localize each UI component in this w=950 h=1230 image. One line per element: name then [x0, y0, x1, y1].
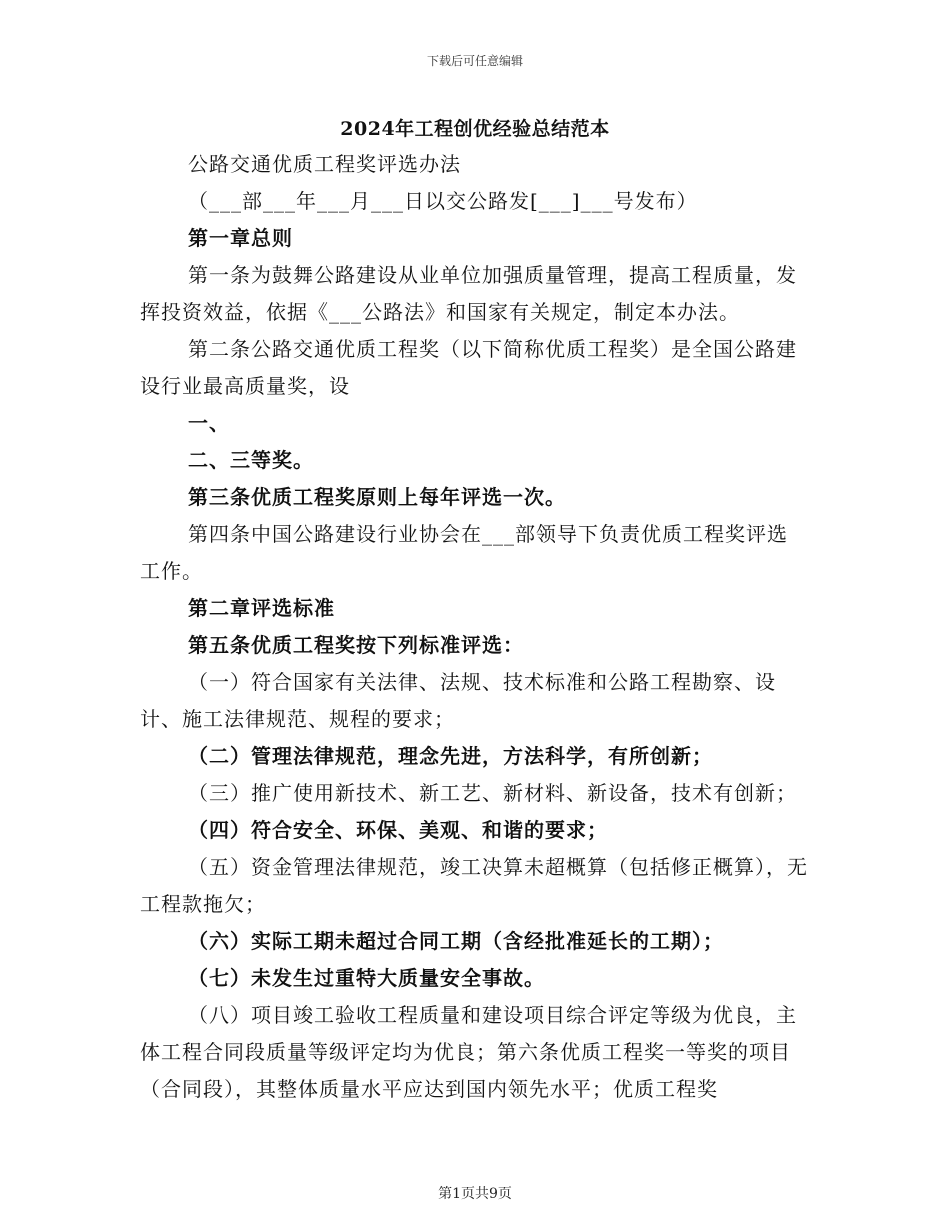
page-footer: 第1页共9页: [438, 1186, 512, 1202]
paragraph-article: 第四条中国公路建设行业协会在___部领导下负责优质工程奖评选工作。: [140, 522, 788, 583]
paragraph-criterion: （八）项目竣工验收工程质量和建设项目综合评定等级为优良，主体工程合同段质量等级评定均为优良；第六条优质工程奖一等奖的项目（合同段），其整体质量水平应达到国内领先水平；优质工程奖: [140, 1003, 797, 1101]
paragraph-article: 第二条公路交通优质工程奖（以下简称优质工程奖）是全国公路建设行业最高质量奖，设: [140, 337, 797, 398]
paragraph-item: 二、三等奖。: [188, 448, 314, 472]
chapter-heading: 第二章评选标准: [188, 596, 335, 620]
paragraph-criterion: （三）推广使用新技术、新工艺、新材料、新设备，技术有创新；: [188, 781, 797, 805]
paragraph-article: 第三条优质工程奖原则上每年评选一次。: [188, 485, 566, 509]
paragraph-criterion: （二）管理法律规范，理念先进，方法科学，有所创新；: [188, 744, 713, 768]
paragraph-article: 第五条优质工程奖按下列标准评选：: [188, 633, 524, 657]
paragraph-criterion: （五）资金管理法律规范，竣工决算未超概算（包括修正概算），无工程款拖欠；: [140, 855, 808, 916]
paragraph-criterion: （七）未发生过重特大质量安全事故。: [188, 966, 545, 990]
document-body: [140, 146, 808, 1108]
paragraph-issue-note: （___部___年___月___日以交公路发[___]___号发布）: [188, 189, 698, 213]
paragraph-criterion: （六）实际工期未超过合同工期（含经批准延长的工期）；: [188, 929, 724, 953]
document-title: 2024年工程创优经验总结范本: [340, 118, 610, 140]
paragraph-article: 第一条为鼓舞公路建设从业单位加强质量管理，提高工程质量，发挥投资效益，依据《___公路法》和国家有关规定，制定本办法。: [140, 263, 797, 324]
header-note: 下载后可任意编辑: [426, 54, 523, 68]
paragraph-criterion: （四）符合安全、环保、美观、和谐的要求；: [188, 818, 608, 842]
chapter-heading: 第一章总则: [188, 226, 293, 250]
paragraph-item: 一、: [188, 411, 230, 435]
paragraph-criterion: （一）符合国家有关法律、法规、技术标准和公路工程勘察、设计、施工法律规范、规程的要求；: [140, 670, 776, 731]
paragraph-subtitle: 公路交通优质工程奖评选办法: [188, 152, 461, 176]
